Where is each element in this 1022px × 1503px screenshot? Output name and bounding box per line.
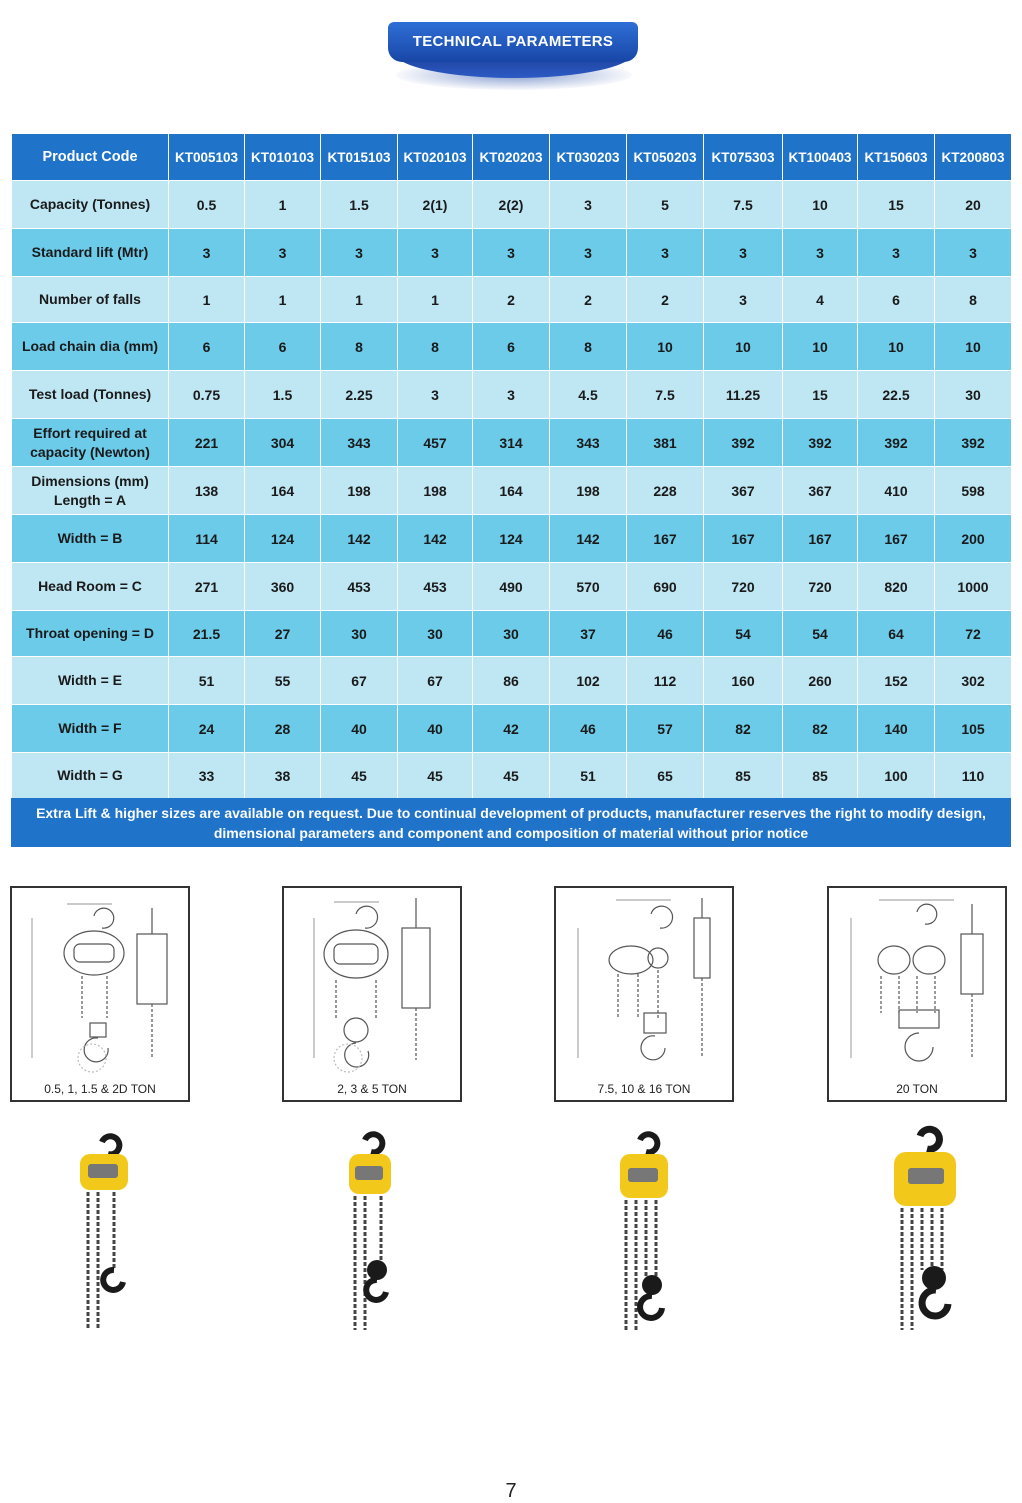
table-cell: 27 xyxy=(245,611,321,657)
table-cell: 86 xyxy=(473,657,550,705)
table-cell: 8 xyxy=(935,277,1012,323)
table-cell: 2 xyxy=(627,277,704,323)
column-header-product-code-value: KT015103 xyxy=(321,134,398,181)
column-header-product-code-value: KT075303 xyxy=(704,134,783,181)
page-title: TECHNICAL PARAMETERS xyxy=(388,22,638,62)
table-cell: 392 xyxy=(704,419,783,467)
table-cell: 570 xyxy=(550,563,627,611)
table-cell: 42 xyxy=(473,705,550,753)
column-header-product-code-value: KT020103 xyxy=(398,134,473,181)
table-cell: 410 xyxy=(858,467,935,515)
column-header-product-code-value: KT100403 xyxy=(783,134,858,181)
table-cell: 1 xyxy=(245,277,321,323)
footnote xyxy=(11,798,1011,847)
table-cell: 8 xyxy=(550,323,627,371)
table-cell: 6 xyxy=(245,323,321,371)
table-row xyxy=(12,371,1012,419)
table-cell: 82 xyxy=(783,705,858,753)
table-cell: 343 xyxy=(550,419,627,467)
table-header-row xyxy=(12,134,1012,181)
table-cell: 3 xyxy=(935,229,1012,277)
diagram-hoist-small xyxy=(10,886,190,1102)
table-cell: 110 xyxy=(935,753,1012,799)
table-cell: 54 xyxy=(704,611,783,657)
table-cell: 55 xyxy=(245,657,321,705)
table-cell: 1.5 xyxy=(245,371,321,419)
footnote-line-2: dimensional parameters and component and composition of material without prior notice xyxy=(213,824,809,841)
table-cell: 167 xyxy=(704,515,783,563)
table-cell: 30 xyxy=(935,371,1012,419)
row-label: Capacity (Tonnes) xyxy=(12,181,169,229)
table-cell: 72 xyxy=(935,611,1012,657)
table-cell: 3 xyxy=(704,229,783,277)
table-cell: 54 xyxy=(783,611,858,657)
row-label: Head Room = C xyxy=(12,563,169,611)
table-cell: 30 xyxy=(473,611,550,657)
table-cell: 6 xyxy=(169,323,245,371)
table-cell: 302 xyxy=(935,657,1012,705)
table-cell: 1 xyxy=(169,277,245,323)
table-cell: 3 xyxy=(245,229,321,277)
diagram-hoist-xlarge xyxy=(827,886,1007,1102)
technical-parameters-table xyxy=(11,133,1012,799)
table-cell: 10 xyxy=(935,323,1012,371)
table-cell: 8 xyxy=(398,323,473,371)
table-cell: 304 xyxy=(245,419,321,467)
table-cell: 392 xyxy=(935,419,1012,467)
table-cell: 114 xyxy=(169,515,245,563)
row-label: Width = B xyxy=(12,515,169,563)
table-cell: 367 xyxy=(783,467,858,515)
table-cell: 720 xyxy=(783,563,858,611)
table-cell: 40 xyxy=(398,705,473,753)
table-cell: 1000 xyxy=(935,563,1012,611)
table-cell: 6 xyxy=(473,323,550,371)
table-cell: 3 xyxy=(550,229,627,277)
table-cell: 198 xyxy=(398,467,473,515)
table-cell: 64 xyxy=(858,611,935,657)
table-cell: 2 xyxy=(473,277,550,323)
table-row xyxy=(12,611,1012,657)
column-header-product-code: Product Code xyxy=(12,134,169,181)
row-label: Test load (Tonnes) xyxy=(12,371,169,419)
table-cell: 2.25 xyxy=(321,371,398,419)
table-cell: 160 xyxy=(704,657,783,705)
table-cell: 45 xyxy=(398,753,473,799)
table-cell: 1.5 xyxy=(321,181,398,229)
table-cell: 51 xyxy=(169,657,245,705)
table-cell: 314 xyxy=(473,419,550,467)
table-cell: 221 xyxy=(169,419,245,467)
table-cell: 3 xyxy=(783,229,858,277)
table-cell: 392 xyxy=(858,419,935,467)
column-header-product-code-value: KT200803 xyxy=(935,134,1012,181)
table-cell: 15 xyxy=(783,371,858,419)
diagram-caption: 2, 3 & 5 TON xyxy=(337,1082,407,1096)
table-cell: 3 xyxy=(398,229,473,277)
table-cell: 2 xyxy=(550,277,627,323)
table-cell: 6 xyxy=(858,277,935,323)
table-cell: 112 xyxy=(627,657,704,705)
table-cell: 3 xyxy=(473,371,550,419)
column-header-product-code-value: KT005103 xyxy=(169,134,245,181)
table-row xyxy=(12,181,1012,229)
table-cell: 3 xyxy=(473,229,550,277)
table-cell: 5 xyxy=(627,181,704,229)
row-label: Width = F xyxy=(12,705,169,753)
table-row xyxy=(12,753,1012,799)
hoist-photo-large xyxy=(606,1120,686,1340)
diagram-caption: 0.5, 1, 1.5 & 2D TON xyxy=(44,1082,156,1096)
table-cell: 142 xyxy=(398,515,473,563)
table-cell: 142 xyxy=(550,515,627,563)
table-row xyxy=(12,277,1012,323)
page-number: 7 xyxy=(505,1480,517,1502)
diagram-caption: 7.5, 10 & 16 TON xyxy=(597,1082,691,1096)
row-label: Effort required at capacity (Newton) xyxy=(12,419,169,467)
table-cell: 490 xyxy=(473,563,550,611)
row-label: Throat opening = D xyxy=(12,611,169,657)
table-cell: 10 xyxy=(858,323,935,371)
table-cell: 3 xyxy=(321,229,398,277)
table-cell: 8 xyxy=(321,323,398,371)
column-header-product-code-value: KT030203 xyxy=(550,134,627,181)
table-cell: 167 xyxy=(858,515,935,563)
table-cell: 46 xyxy=(627,611,704,657)
table-cell: 100 xyxy=(858,753,935,799)
table-cell: 3 xyxy=(627,229,704,277)
table-cell: 30 xyxy=(398,611,473,657)
table-cell: 3 xyxy=(398,371,473,419)
table-row xyxy=(12,419,1012,467)
table-cell: 57 xyxy=(627,705,704,753)
table-cell: 102 xyxy=(550,657,627,705)
table-cell: 690 xyxy=(627,563,704,611)
table-cell: 142 xyxy=(321,515,398,563)
table-cell: 1 xyxy=(321,277,398,323)
table-cell: 271 xyxy=(169,563,245,611)
table-cell: 0.75 xyxy=(169,371,245,419)
table-cell: 343 xyxy=(321,419,398,467)
table-cell: 360 xyxy=(245,563,321,611)
table-cell: 7.5 xyxy=(627,371,704,419)
table-cell: 453 xyxy=(398,563,473,611)
table-row xyxy=(12,515,1012,563)
table-cell: 30 xyxy=(321,611,398,657)
diagram-hoist-medium xyxy=(282,886,462,1102)
row-label: Dimensions (mm) Length = A xyxy=(12,467,169,515)
column-header-product-code-value: KT150603 xyxy=(858,134,935,181)
table-row xyxy=(12,467,1012,515)
table-cell: 152 xyxy=(858,657,935,705)
hoist-photo-small xyxy=(66,1120,146,1340)
table-cell: 260 xyxy=(783,657,858,705)
table-cell: 200 xyxy=(935,515,1012,563)
table-row xyxy=(12,563,1012,611)
table-cell: 10 xyxy=(783,181,858,229)
table-cell: 105 xyxy=(935,705,1012,753)
table-cell: 164 xyxy=(473,467,550,515)
table-cell: 598 xyxy=(935,467,1012,515)
table-cell: 198 xyxy=(321,467,398,515)
row-label: Width = G xyxy=(12,753,169,799)
table-cell: 457 xyxy=(398,419,473,467)
table-cell: 3 xyxy=(169,229,245,277)
row-label: Width = E xyxy=(12,657,169,705)
table-cell: 40 xyxy=(321,705,398,753)
table-cell: 11.25 xyxy=(704,371,783,419)
table-row xyxy=(12,705,1012,753)
table-cell: 46 xyxy=(550,705,627,753)
table-cell: 367 xyxy=(704,467,783,515)
row-label: Standard lift (Mtr) xyxy=(12,229,169,277)
hoist-drawing xyxy=(829,888,1005,1078)
hoist-drawing xyxy=(556,888,732,1078)
row-label: Number of falls xyxy=(12,277,169,323)
table-cell: 138 xyxy=(169,467,245,515)
table-cell: 3 xyxy=(550,181,627,229)
footnote-line-1: Extra Lift & higher sizes are available on request. Due to continual development of products, manufacturer reserves the right to modify design, xyxy=(36,804,986,821)
table-cell: 37 xyxy=(550,611,627,657)
table-cell: 10 xyxy=(783,323,858,371)
table-cell: 381 xyxy=(627,419,704,467)
table-cell: 33 xyxy=(169,753,245,799)
table-cell: 65 xyxy=(627,753,704,799)
table-cell: 28 xyxy=(245,705,321,753)
table-cell: 67 xyxy=(398,657,473,705)
table-cell: 22.5 xyxy=(858,371,935,419)
hoist-photo-xlarge xyxy=(880,1120,970,1340)
table-cell: 4 xyxy=(783,277,858,323)
table-cell: 7.5 xyxy=(704,181,783,229)
table-cell: 124 xyxy=(245,515,321,563)
table-cell: 820 xyxy=(858,563,935,611)
table-cell: 51 xyxy=(550,753,627,799)
table-row xyxy=(12,323,1012,371)
table-row xyxy=(12,657,1012,705)
table-cell: 85 xyxy=(704,753,783,799)
table-cell: 1 xyxy=(245,181,321,229)
table-cell: 164 xyxy=(245,467,321,515)
table-cell: 4.5 xyxy=(550,371,627,419)
table-cell: 1 xyxy=(398,277,473,323)
hoist-drawing xyxy=(284,888,460,1078)
table-cell: 124 xyxy=(473,515,550,563)
table-cell: 392 xyxy=(783,419,858,467)
table-cell: 2(2) xyxy=(473,181,550,229)
table-cell: 45 xyxy=(321,753,398,799)
diagram-caption: 20 TON xyxy=(896,1082,938,1096)
table-cell: 167 xyxy=(627,515,704,563)
table-cell: 21.5 xyxy=(169,611,245,657)
table-row xyxy=(12,229,1012,277)
table-cell: 10 xyxy=(704,323,783,371)
table-cell: 140 xyxy=(858,705,935,753)
column-header-product-code-value: KT020203 xyxy=(473,134,550,181)
column-header-product-code-value: KT010103 xyxy=(245,134,321,181)
table-cell: 15 xyxy=(858,181,935,229)
table-cell: 3 xyxy=(704,277,783,323)
table-cell: 85 xyxy=(783,753,858,799)
table-cell: 198 xyxy=(550,467,627,515)
table-cell: 82 xyxy=(704,705,783,753)
title-banner xyxy=(388,22,638,96)
table-cell: 167 xyxy=(783,515,858,563)
table-cell: 720 xyxy=(704,563,783,611)
column-header-product-code-value: KT050203 xyxy=(627,134,704,181)
table-cell: 24 xyxy=(169,705,245,753)
table-cell: 45 xyxy=(473,753,550,799)
table-cell: 2(1) xyxy=(398,181,473,229)
table-cell: 10 xyxy=(627,323,704,371)
table-cell: 0.5 xyxy=(169,181,245,229)
hoist-drawing xyxy=(12,888,188,1078)
table-cell: 38 xyxy=(245,753,321,799)
row-label: Load chain dia (mm) xyxy=(12,323,169,371)
diagram-hoist-large xyxy=(554,886,734,1102)
hoist-photo-medium xyxy=(335,1120,415,1340)
table-cell: 228 xyxy=(627,467,704,515)
table-cell: 20 xyxy=(935,181,1012,229)
table-cell: 453 xyxy=(321,563,398,611)
table-cell: 67 xyxy=(321,657,398,705)
table-cell: 3 xyxy=(858,229,935,277)
